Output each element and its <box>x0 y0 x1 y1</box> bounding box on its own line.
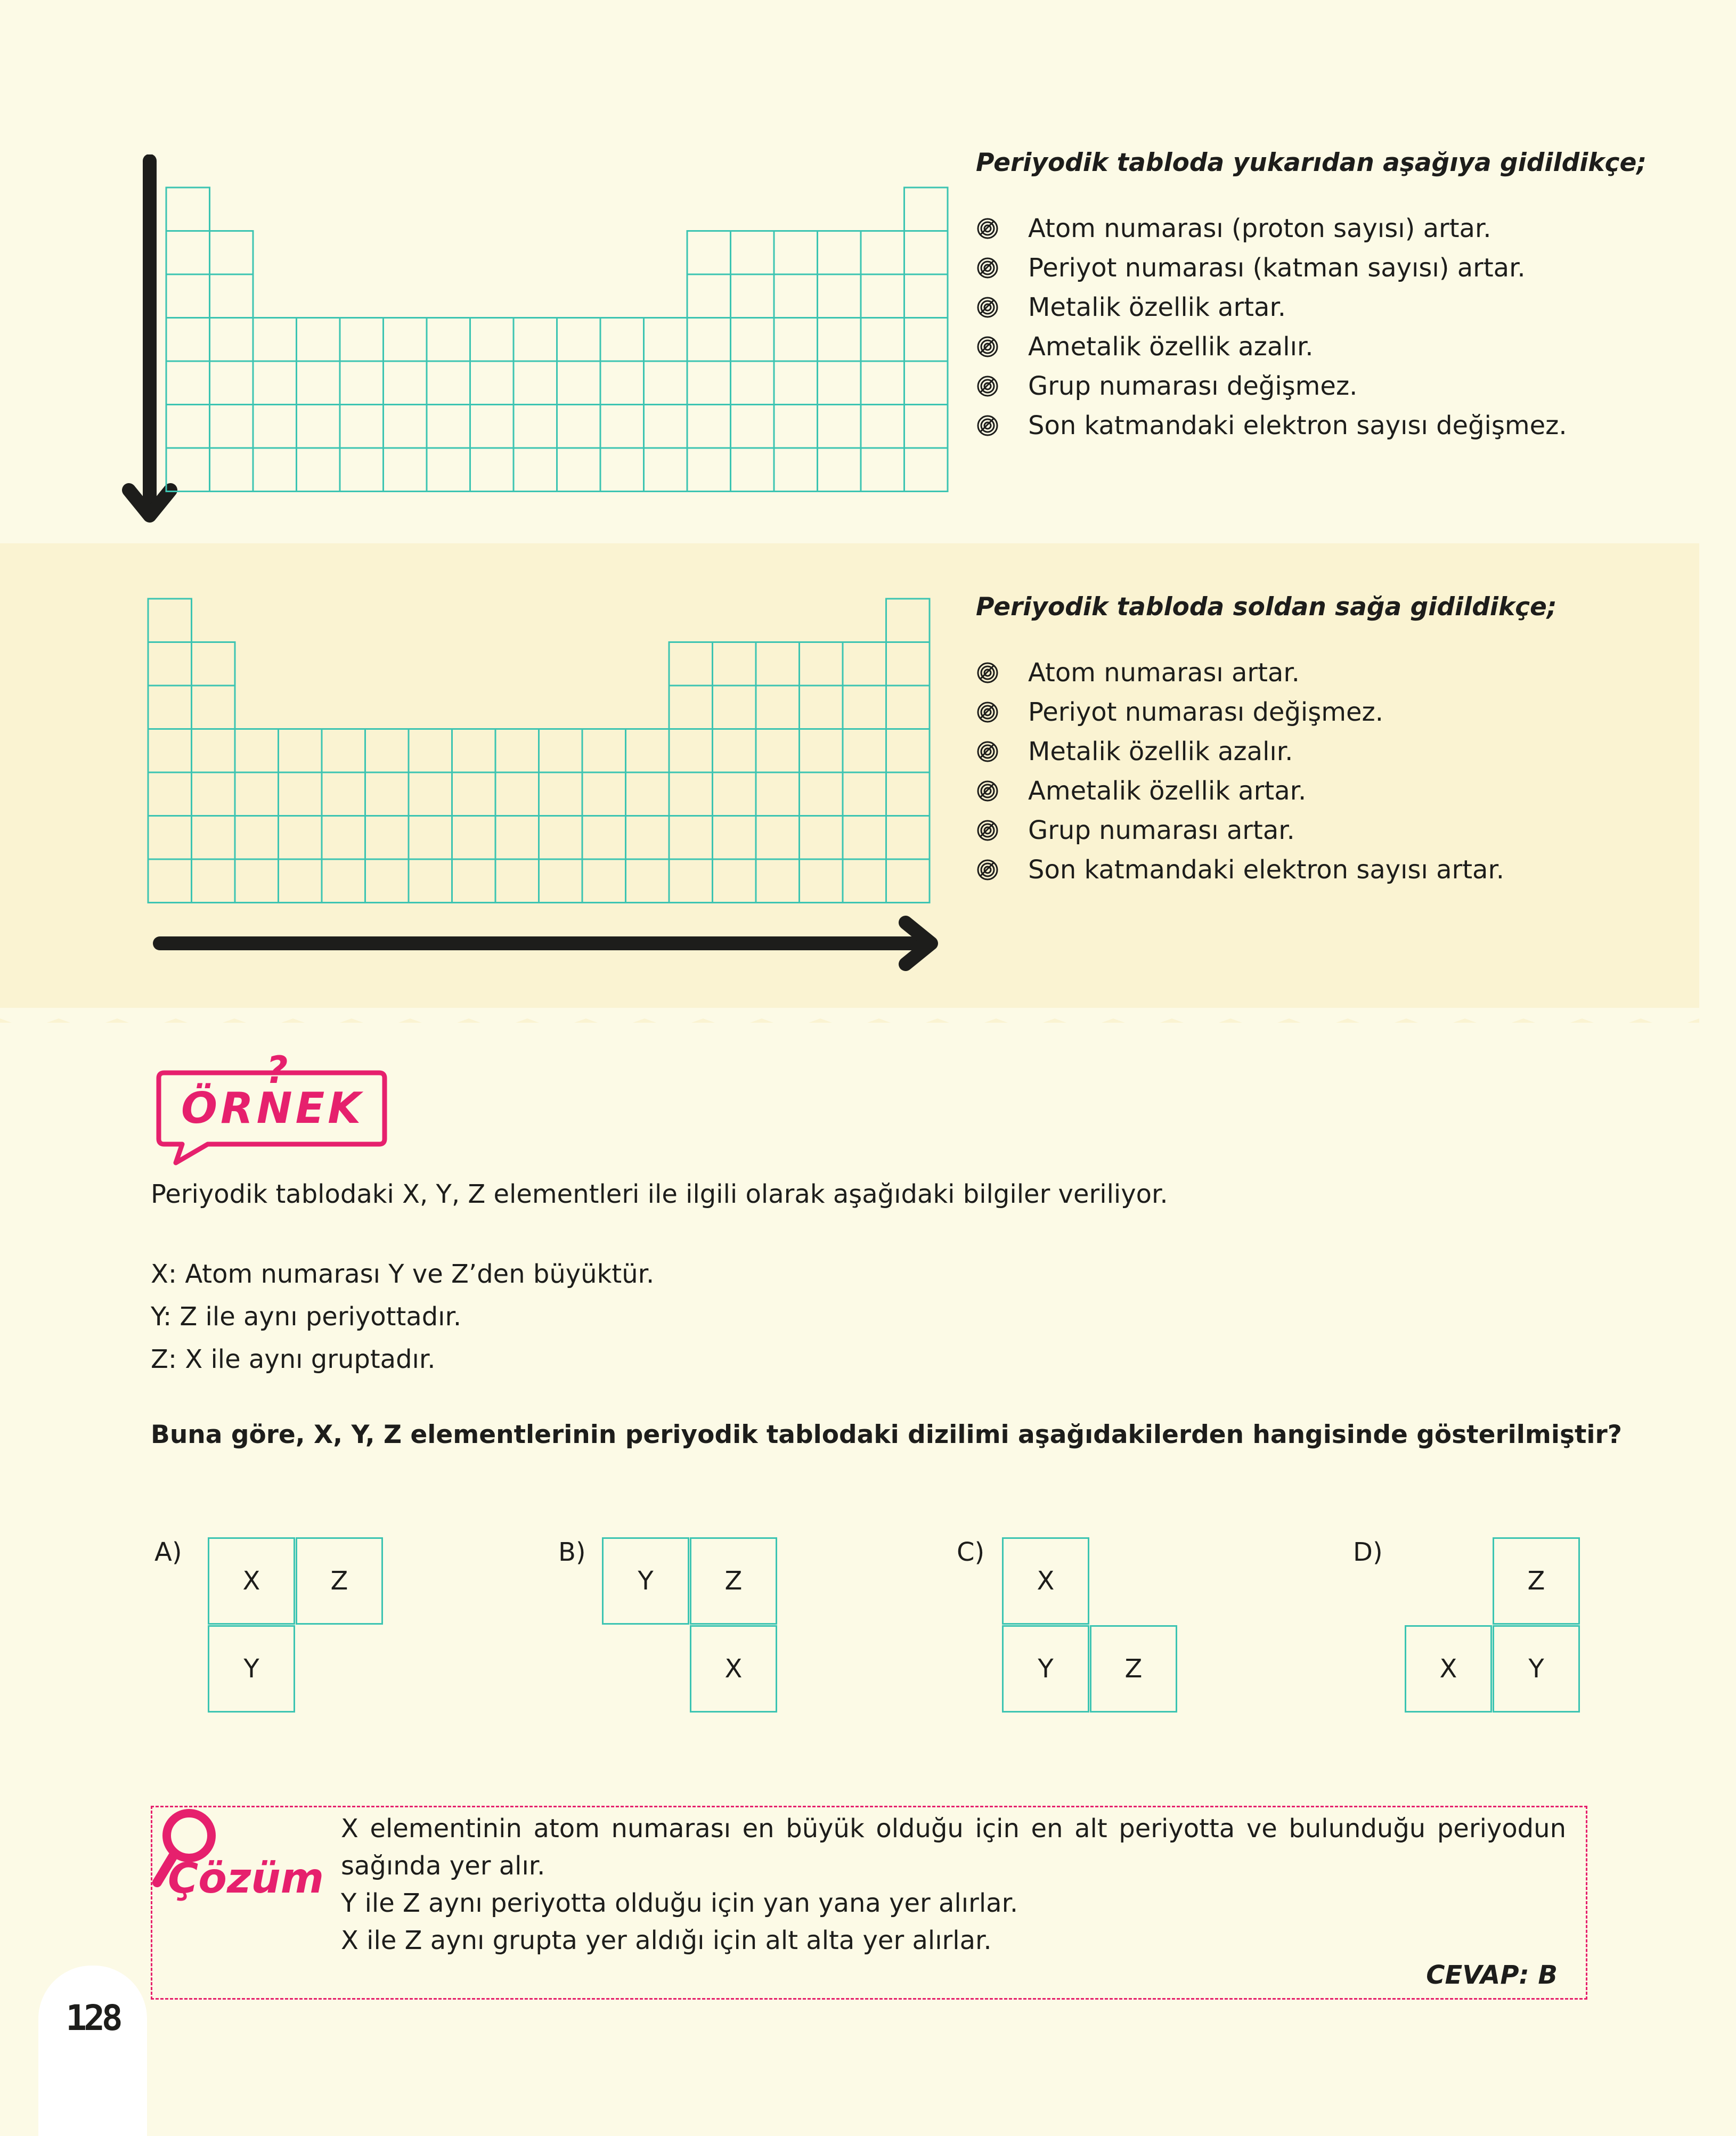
solution-line: X ile Z aynı grupta yer aldığı için alt alta yer alırlar. <box>341 1926 992 1955</box>
table-cell <box>669 686 713 729</box>
table-cell <box>904 231 948 275</box>
table-cell <box>904 318 948 362</box>
list-item-text: Atom numarası artar. <box>1028 658 1300 688</box>
table-cell <box>409 859 452 903</box>
table-cell <box>192 642 235 686</box>
option-b-cell: Y <box>602 1537 689 1625</box>
option-d-cell: Y <box>1493 1625 1580 1713</box>
table-cell <box>600 405 644 449</box>
table-cell <box>843 686 886 729</box>
option-d-cell: X <box>1405 1625 1492 1713</box>
table-cell <box>669 772 713 816</box>
table-cell <box>192 772 235 816</box>
table-cell <box>843 772 886 816</box>
option-c-cell: Z <box>1090 1625 1177 1713</box>
list-item-text: Metalik özellik azalır. <box>1028 737 1293 767</box>
table-cell <box>365 816 409 860</box>
table-cell <box>582 859 626 903</box>
table-cell <box>166 318 210 362</box>
spiral-bullet-icon <box>976 779 999 803</box>
table-cell <box>582 816 626 860</box>
spiral-bullet-icon <box>976 374 999 398</box>
table-cell <box>297 405 340 449</box>
arrow-right-icon <box>149 915 948 974</box>
table-cell <box>818 231 861 275</box>
spiral-bullet-icon <box>976 740 999 763</box>
table-cell <box>904 274 948 318</box>
option-a-label[interactable]: A) <box>154 1537 182 1567</box>
table-cell <box>340 448 384 492</box>
page-number-tab <box>38 1966 147 2136</box>
table-cell <box>148 859 192 903</box>
table-cell <box>669 729 713 773</box>
table-cell <box>756 772 800 816</box>
table-cell <box>384 318 427 362</box>
table-cell <box>800 816 843 860</box>
spiral-bullet-icon <box>976 700 999 724</box>
table-cell <box>861 231 904 275</box>
table-cell <box>582 772 626 816</box>
table-cell <box>470 405 514 449</box>
list-item <box>976 366 1567 406</box>
table-cell <box>210 274 254 318</box>
table-cell <box>687 274 731 318</box>
table-cell <box>322 859 365 903</box>
table-cell <box>210 318 254 362</box>
table-cell <box>731 274 775 318</box>
table-cell <box>843 859 886 903</box>
spiral-bullet-icon <box>976 819 999 842</box>
table-cell <box>904 361 948 405</box>
table-cell <box>297 448 340 492</box>
example-badge <box>154 1048 389 1171</box>
list-item-text: Grup numarası artar. <box>1028 816 1295 845</box>
table-cell <box>539 729 583 773</box>
table-cell <box>904 405 948 449</box>
table-cell <box>774 274 818 318</box>
table-cell <box>731 448 775 492</box>
table-cell <box>861 448 904 492</box>
solution-line: X elementinin atom numarası en büyük olduğu için en alt periyotta ve bulunduğu periyodun sağında yer alır. <box>341 1814 1566 1881</box>
table-cell <box>687 448 731 492</box>
solution-text <box>341 1810 1566 1959</box>
table-cell <box>427 361 470 405</box>
table-cell <box>886 729 930 773</box>
page-number: 128 <box>66 1998 120 2039</box>
spiral-bullet-icon <box>976 661 999 684</box>
table-cell <box>192 686 235 729</box>
table-cell <box>279 859 322 903</box>
table-cell <box>340 361 384 405</box>
table-cell <box>713 642 756 686</box>
option-b-label[interactable]: B) <box>558 1537 586 1567</box>
table-cell <box>756 729 800 773</box>
table-cell <box>148 816 192 860</box>
table-cell <box>409 729 452 773</box>
list-item-text: Son katmandaki elektron sayısı değişmez. <box>1028 411 1567 441</box>
table-cell <box>539 772 583 816</box>
table-cell <box>774 231 818 275</box>
table-cell <box>557 361 601 405</box>
table-cell <box>279 729 322 773</box>
table-cell <box>365 772 409 816</box>
answer-label: CEVAP: B <box>1426 1960 1558 1990</box>
option-d-label[interactable]: D) <box>1353 1537 1383 1567</box>
table-cell <box>557 405 601 449</box>
table-cell <box>800 772 843 816</box>
middle-section-heading: Periyodik tabloda soldan sağa gidildikçe; <box>976 592 1557 622</box>
table-cell <box>886 816 930 860</box>
list-item <box>976 327 1567 366</box>
top-section-list <box>976 209 1567 445</box>
example-fact-x: X: Atom numarası Y ve Z’den büyüktür. <box>151 1259 655 1289</box>
table-cell <box>495 729 539 773</box>
table-cell <box>210 361 254 405</box>
table-cell <box>886 599 930 642</box>
table-cell <box>886 772 930 816</box>
option-b-cell: Z <box>690 1537 777 1625</box>
table-cell <box>626 816 670 860</box>
middle-section-list <box>976 653 1504 890</box>
table-cell <box>192 816 235 860</box>
table-cell <box>713 859 756 903</box>
list-item <box>976 692 1504 732</box>
spiral-bullet-icon <box>976 858 999 882</box>
table-cell <box>731 231 775 275</box>
table-cell <box>818 318 861 362</box>
table-cell <box>148 642 192 686</box>
table-cell <box>644 405 688 449</box>
table-cell <box>235 729 279 773</box>
list-item-text: Atom numarası (proton sayısı) artar. <box>1028 214 1492 243</box>
list-item <box>976 406 1567 445</box>
table-cell <box>687 318 731 362</box>
option-c-cell: X <box>1002 1537 1089 1625</box>
table-cell <box>861 318 904 362</box>
table-cell <box>409 772 452 816</box>
table-cell <box>322 816 365 860</box>
table-cell <box>384 448 427 492</box>
table-cell <box>514 318 557 362</box>
table-cell <box>235 772 279 816</box>
option-c-label[interactable]: C) <box>957 1537 985 1567</box>
table-cell <box>713 686 756 729</box>
table-cell <box>644 318 688 362</box>
table-cell <box>713 772 756 816</box>
table-cell <box>756 816 800 860</box>
table-cell <box>384 405 427 449</box>
table-cell <box>148 599 192 642</box>
table-cell <box>904 448 948 492</box>
table-cell <box>427 405 470 449</box>
table-cell <box>322 772 365 816</box>
table-cell <box>166 187 210 231</box>
table-cell <box>166 448 210 492</box>
table-cell <box>669 642 713 686</box>
band-bottom-wave <box>0 1008 1699 1040</box>
spiral-bullet-icon <box>976 414 999 437</box>
table-cell <box>713 816 756 860</box>
list-item <box>976 209 1567 248</box>
table-cell <box>235 816 279 860</box>
spiral-bullet-icon <box>976 335 999 358</box>
periodic-table-outline-middle <box>147 598 935 907</box>
list-item <box>976 732 1504 771</box>
table-cell <box>210 448 254 492</box>
table-cell <box>626 772 670 816</box>
list-item-text: Periyot numarası değişmez. <box>1028 697 1384 727</box>
table-cell <box>210 231 254 275</box>
table-cell <box>687 405 731 449</box>
table-cell <box>452 729 496 773</box>
table-cell <box>340 405 384 449</box>
table-cell <box>861 361 904 405</box>
table-cell <box>904 187 948 231</box>
table-cell <box>365 729 409 773</box>
solution-line: Y ile Z aynı periyotta olduğu için yan yana yer alırlar. <box>341 1888 1018 1918</box>
table-cell <box>409 816 452 860</box>
list-item <box>976 288 1567 327</box>
table-cell <box>756 686 800 729</box>
table-cell <box>427 318 470 362</box>
table-cell <box>756 642 800 686</box>
table-cell <box>774 448 818 492</box>
table-cell <box>470 318 514 362</box>
example-badge-mark: ? <box>266 1048 288 1092</box>
table-cell <box>843 729 886 773</box>
table-cell <box>626 859 670 903</box>
table-cell <box>731 361 775 405</box>
option-a-cell: Z <box>296 1537 383 1625</box>
example-fact-z: Z: X ile aynı gruptadır. <box>151 1344 436 1374</box>
table-cell <box>384 361 427 405</box>
table-cell <box>166 361 210 405</box>
table-cell <box>166 231 210 275</box>
list-item-text: Son katmandaki elektron sayısı artar. <box>1028 855 1505 885</box>
spiral-bullet-icon <box>976 296 999 319</box>
table-cell <box>669 816 713 860</box>
option-d-cell: Z <box>1493 1537 1580 1625</box>
table-cell <box>886 642 930 686</box>
band-top-wave <box>0 533 1699 565</box>
table-cell <box>774 318 818 362</box>
table-cell <box>843 642 886 686</box>
table-cell <box>297 361 340 405</box>
table-cell <box>192 859 235 903</box>
example-intro: Periyodik tablodaki X, Y, Z elementleri ile ilgili olarak aşağıdaki bilgiler veriliyor. <box>151 1179 1168 1209</box>
table-cell <box>756 859 800 903</box>
table-cell <box>166 274 210 318</box>
table-cell <box>253 361 297 405</box>
table-cell <box>495 772 539 816</box>
table-cell <box>297 318 340 362</box>
table-cell <box>861 274 904 318</box>
table-cell <box>210 405 254 449</box>
table-cell <box>600 318 644 362</box>
table-cell <box>731 405 775 449</box>
table-cell <box>687 361 731 405</box>
table-cell <box>600 448 644 492</box>
table-cell <box>539 859 583 903</box>
list-item <box>976 811 1504 850</box>
table-cell <box>253 448 297 492</box>
table-cell <box>470 448 514 492</box>
top-section-heading: Periyodik tabloda yukarıdan aşağıya gidildikçe; <box>976 148 1647 177</box>
table-cell <box>669 859 713 903</box>
table-cell <box>861 405 904 449</box>
table-cell <box>322 729 365 773</box>
table-cell <box>365 859 409 903</box>
table-cell <box>452 859 496 903</box>
table-cell <box>279 816 322 860</box>
option-a-cell: X <box>208 1537 295 1625</box>
table-cell <box>600 361 644 405</box>
table-cell <box>818 405 861 449</box>
table-cell <box>843 816 886 860</box>
table-cell <box>495 859 539 903</box>
spiral-bullet-icon <box>976 217 999 240</box>
table-cell <box>886 859 930 903</box>
table-cell <box>886 686 930 729</box>
option-c-cell: Y <box>1002 1625 1089 1713</box>
table-cell <box>192 729 235 773</box>
option-a-cell: Y <box>208 1625 295 1713</box>
table-cell <box>800 686 843 729</box>
table-cell <box>557 448 601 492</box>
example-question: Buna göre, X, Y, Z elementlerinin periyodik tablodaki dizilimi aşağıdakilerden hangisinde gösterilmiştir? <box>151 1420 1622 1449</box>
table-cell <box>148 772 192 816</box>
list-item-text: Ametalik özellik artar. <box>1028 776 1307 806</box>
table-cell <box>800 642 843 686</box>
table-cell <box>340 318 384 362</box>
example-fact-y: Y: Z ile aynı periyottadır. <box>151 1302 462 1332</box>
table-cell <box>279 772 322 816</box>
table-cell <box>235 859 279 903</box>
table-cell <box>818 448 861 492</box>
table-cell <box>452 816 496 860</box>
table-cell <box>253 318 297 362</box>
table-cell <box>818 274 861 318</box>
table-cell <box>514 448 557 492</box>
list-item-text: Metalik özellik artar. <box>1028 292 1286 322</box>
table-cell <box>800 729 843 773</box>
table-cell <box>644 448 688 492</box>
table-cell <box>800 859 843 903</box>
table-cell <box>148 686 192 729</box>
periodic-table-outline-top <box>165 186 953 495</box>
example-badge-label: ÖRNEK <box>181 1083 364 1133</box>
table-cell <box>495 816 539 860</box>
table-cell <box>253 405 297 449</box>
table-cell <box>774 405 818 449</box>
spiral-bullet-icon <box>976 256 999 280</box>
list-item <box>976 248 1567 288</box>
table-cell <box>644 361 688 405</box>
table-cell <box>427 448 470 492</box>
table-cell <box>452 772 496 816</box>
table-cell <box>148 729 192 773</box>
table-cell <box>713 729 756 773</box>
table-cell <box>539 816 583 860</box>
table-cell <box>557 318 601 362</box>
table-cell <box>582 729 626 773</box>
table-cell <box>774 361 818 405</box>
table-cell <box>166 405 210 449</box>
option-b-cell: X <box>690 1625 777 1713</box>
list-item-text: Periyot numarası (katman sayısı) artar. <box>1028 253 1526 283</box>
table-cell <box>470 361 514 405</box>
table-cell <box>514 405 557 449</box>
list-item <box>976 850 1504 890</box>
table-cell <box>731 318 775 362</box>
table-cell <box>687 231 731 275</box>
table-cell <box>818 361 861 405</box>
solution-badge <box>146 1804 328 1910</box>
list-item <box>976 771 1504 811</box>
list-item-text: Ametalik özellik azalır. <box>1028 332 1314 362</box>
table-cell <box>514 361 557 405</box>
list-item <box>976 653 1504 692</box>
list-item-text: Grup numarası değişmez. <box>1028 371 1358 401</box>
table-cell <box>626 729 670 773</box>
solution-badge-label: Çözüm <box>168 1855 324 1903</box>
